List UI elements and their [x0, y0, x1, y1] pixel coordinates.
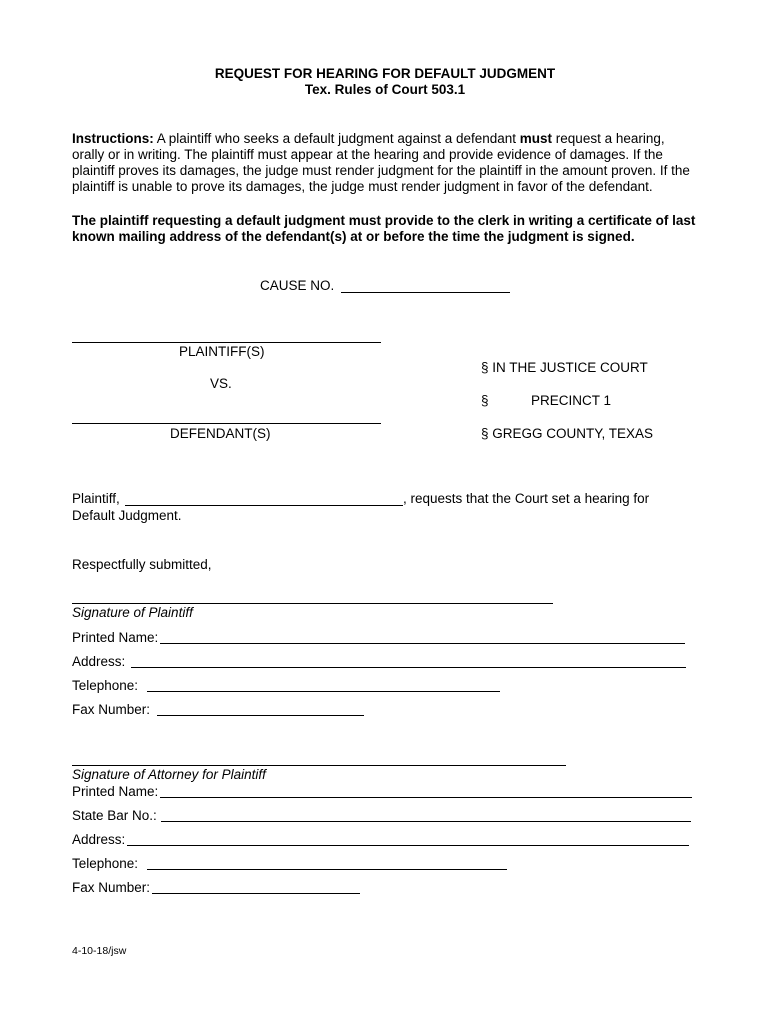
instructions-emphasis: must: [519, 131, 553, 146]
cause-no-label: CAUSE NO.: [260, 278, 335, 293]
plaintiff-address-field[interactable]: [131, 667, 686, 668]
court-line-3: § GREGG COUNTY, TEXAS: [481, 426, 654, 441]
plaintiff-signature-label: Signature of Plaintiff: [72, 605, 193, 620]
request-suffix: , requests that the Court set a hearing for: [403, 491, 650, 506]
court-line-2: PRECINCT 1: [531, 393, 612, 408]
attorney-signature-field[interactable]: [72, 765, 566, 766]
instructions-text-2: request a hearing, orally or in writing. The plaintiff must appear at the hearing and provide evidence of damages. If the plaintiff proves its damages, the judge must render judgment for the plaintiff in the amount proven. If the plaintiff is unable to prove its damages, the judge must render judgment in favor of the defendant.: [72, 131, 690, 194]
defendant-name-field[interactable]: [72, 423, 381, 424]
instructions-paragraph: [72, 131, 697, 195]
attorney-fax-field[interactable]: [152, 893, 360, 894]
attorney-telephone-label: Telephone:: [72, 856, 139, 871]
vs-label: VS.: [210, 376, 232, 391]
plaintiff-address-label: Address:: [72, 654, 126, 669]
attorney-state-bar-field[interactable]: [161, 821, 691, 822]
instructions-text-1: A plaintiff who seeks a default judgment against a defendant: [153, 131, 520, 146]
defendant-caption-label: DEFENDANT(S): [170, 426, 271, 441]
court-line-1: § IN THE JUSTICE COURT: [481, 360, 648, 375]
form-title: REQUEST FOR HEARING FOR DEFAULT JUDGMENT: [214, 66, 556, 81]
attorney-fax-label: Fax Number:: [72, 880, 151, 895]
attorney-address-field[interactable]: [127, 845, 689, 846]
plaintiff-telephone-field[interactable]: [147, 691, 500, 692]
plaintiff-telephone-label: Telephone:: [72, 678, 139, 693]
request-plaintiff-field[interactable]: [125, 505, 403, 506]
attorney-telephone-field[interactable]: [147, 869, 507, 870]
plaintiff-signature-field[interactable]: [72, 603, 553, 604]
plaintiff-name-field[interactable]: [72, 342, 381, 343]
form-subtitle: Tex. Rules of Court 503.1: [304, 82, 466, 97]
request-line-2: Default Judgment.: [72, 508, 182, 523]
instructions-label: Instructions:: [72, 131, 154, 146]
plaintiff-fax-label: Fax Number:: [72, 702, 151, 717]
footer-code: 4-10-18/jsw: [72, 945, 127, 957]
plaintiff-caption-label: PLAINTIFF(S): [179, 344, 265, 359]
plaintiff-printed-name-field[interactable]: [160, 643, 685, 644]
attorney-address-label: Address:: [72, 832, 126, 847]
plaintiff-fax-field[interactable]: [157, 715, 364, 716]
request-prefix: Plaintiff,: [72, 491, 120, 506]
attorney-state-bar-label: State Bar No.:: [72, 808, 157, 823]
court-line-2-symbol: §: [481, 393, 489, 408]
attorney-signature-label: Signature of Attorney for Plaintiff: [72, 767, 266, 782]
plaintiff-printed-name-label: Printed Name:: [72, 630, 159, 645]
closing-text: Respectfully submitted,: [72, 557, 212, 572]
attorney-printed-name-label: Printed Name:: [72, 784, 159, 799]
cause-no-field[interactable]: [341, 292, 510, 293]
attorney-printed-name-field[interactable]: [160, 797, 692, 798]
notice-paragraph: The plaintiff requesting a default judgment must provide to the clerk in writing a certificate of last known mailing address of the defendant(s) at or before the time the judgment is signed.: [72, 213, 696, 244]
